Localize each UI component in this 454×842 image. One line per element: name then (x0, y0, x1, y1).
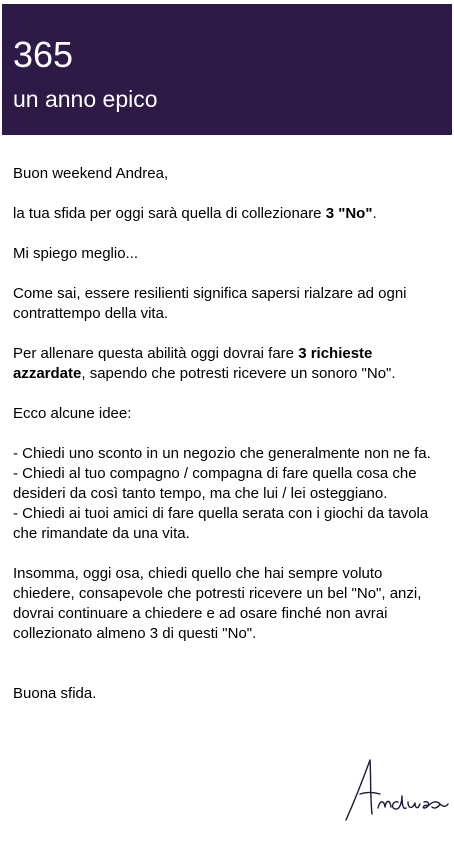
ideas-title: Ecco alcune idee: (13, 405, 132, 422)
signature-image (340, 752, 450, 828)
train-end: , sapendo che potresti ricevere un sonoro "No". (81, 365, 396, 382)
challenge-end: . (372, 205, 377, 222)
train-bold: 3 richieste azzardate (13, 345, 373, 382)
header-number: 365 (13, 34, 74, 75)
idea-item: - Chiedi ai tuoi amici di fare quella serata con i giochi da tavola che rimandate da una vita. (13, 505, 429, 542)
summary-paragraph: Insomma, oggi osa, chiedi quello che hai sempre voluto chiedere, consapevole che potresti ricevere un bel "No", anzi, dovrai continuare a chiedere e ad osare finché non avrai collezionato almeno 3 di questi "No". (13, 565, 422, 642)
challenge-intro: la tua sfida per oggi sarà quella di collezionare (13, 205, 326, 222)
header-subtitle: un anno epico (13, 86, 158, 112)
closing: Buona sfida. (13, 685, 97, 702)
explain-paragraph: Mi spiego meglio... (13, 245, 139, 262)
greeting: Buon weekend Andrea, (13, 165, 169, 182)
resilience-paragraph: Come sai, essere resilienti significa sapersi rialzare ad ogni contrattempo della vita. (13, 285, 407, 322)
train-paragraph (13, 344, 445, 384)
letter-body (13, 164, 445, 724)
idea-item: - Chiedi al tuo compagno / compagna di fare quella cosa che desideri da così tanto tempo, ma che lui / lei osteggiano. (13, 465, 417, 502)
challenge-bold: 3 "No" (325, 205, 373, 222)
challenge-paragraph (13, 204, 445, 224)
ideas-list (13, 444, 445, 544)
idea-item: - Chiedi uno sconto in un negozio che generalmente non ne fa. (13, 445, 431, 462)
header-banner (2, 4, 452, 135)
train-intro: Per allenare questa abilità oggi dovrai fare (13, 345, 299, 362)
